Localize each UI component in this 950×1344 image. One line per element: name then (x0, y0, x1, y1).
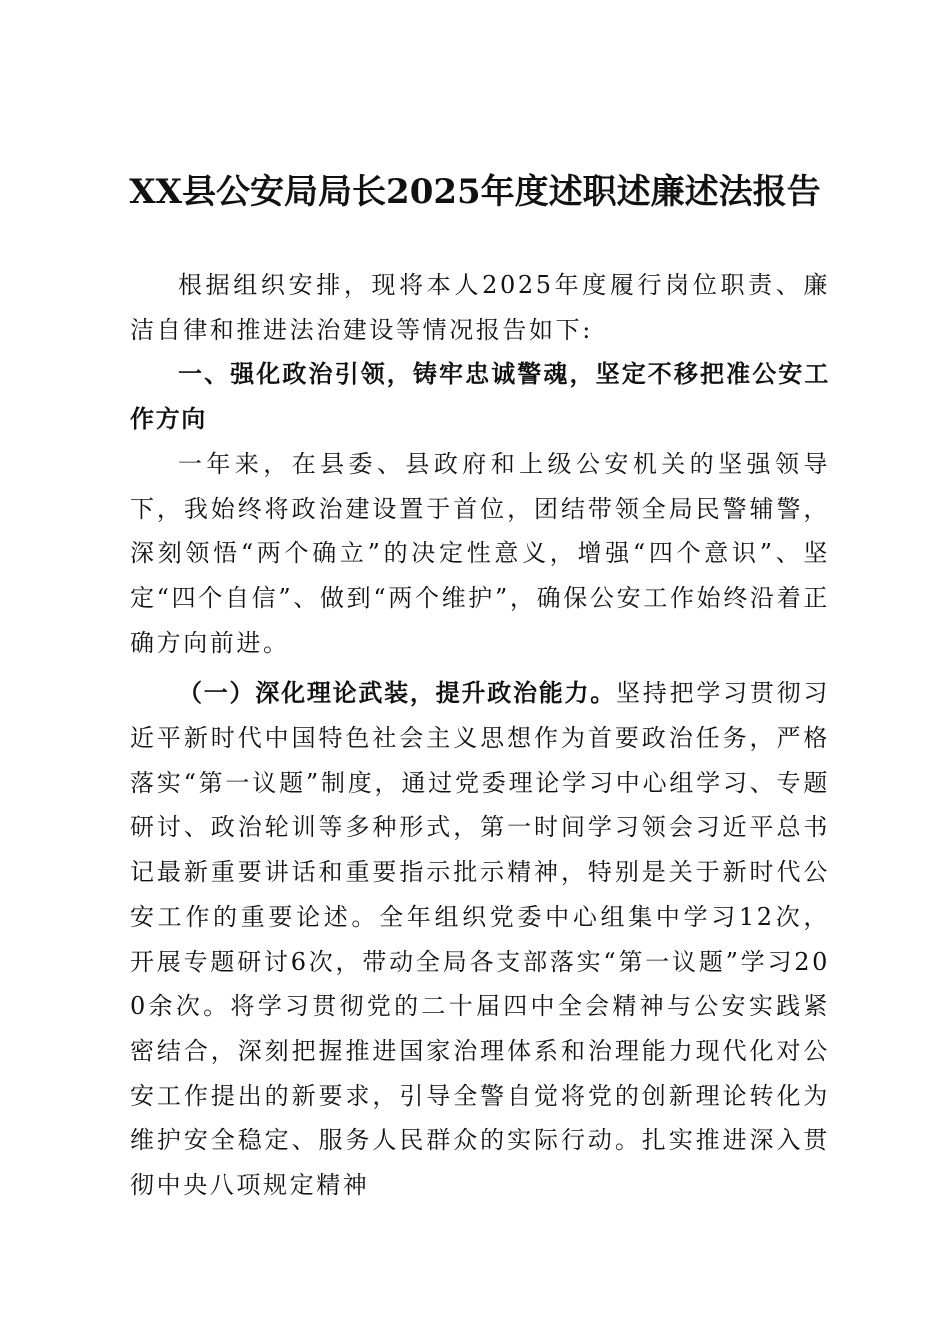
subsection-lead: （一）深化理论武装，提升政治能力。 (178, 679, 617, 708)
page-title: XX县公安局局长2025年度述职述廉述法报告 (129, 172, 821, 212)
subsection-text: 坚持把学习贯彻习近平新时代中国特色社会主义思想作为首要政治任务，严格落实“第一议题”制度，通过党委理论学习中心组学习、专题研讨、政治轮训等多种形式，第一时间学习领会习近平总书记最新重要讲话和重要指示批示精神，特别是关于新时代公安工作的重要论述。全年组织党委中心组集中学习12次，开展专题研讨6次，带动全局各支部落实“第一议题”学习200余次。将学习贯彻党的二十届四中全会精神与公安实践紧密结合，深刻把握推进国家治理体系和治理能力现代化对公安工作提出的新要求，引导全警自觉将党的创新理论转化为维护安全稳定、服务人民群众的实际行动。扎实推进深入贯彻中央八项规定精神 (130, 679, 830, 1200)
intro-paragraph: 根据组织安排，现将本人2025年度履行岗位职责、廉洁自律和推进法治建设等情况报告如下: (130, 271, 830, 344)
section-paragraph: 一年来，在县委、县政府和上级公安机关的坚强领导下，我始终将政治建设置于首位，团结带领全局民警辅警，深刻领悟“两个确立”的决定性意义，增强“四个意识”、坚定“四个自信”、做到“两个维护”，确保公安工作始终沿着正确方向前进。 (130, 449, 830, 657)
document-body (130, 263, 830, 1208)
section-heading: 一、强化政治引领，铸牢忠诚警魂，坚定不移把准公安工作方向 (130, 360, 830, 434)
subsection-paragraph (130, 671, 830, 1207)
